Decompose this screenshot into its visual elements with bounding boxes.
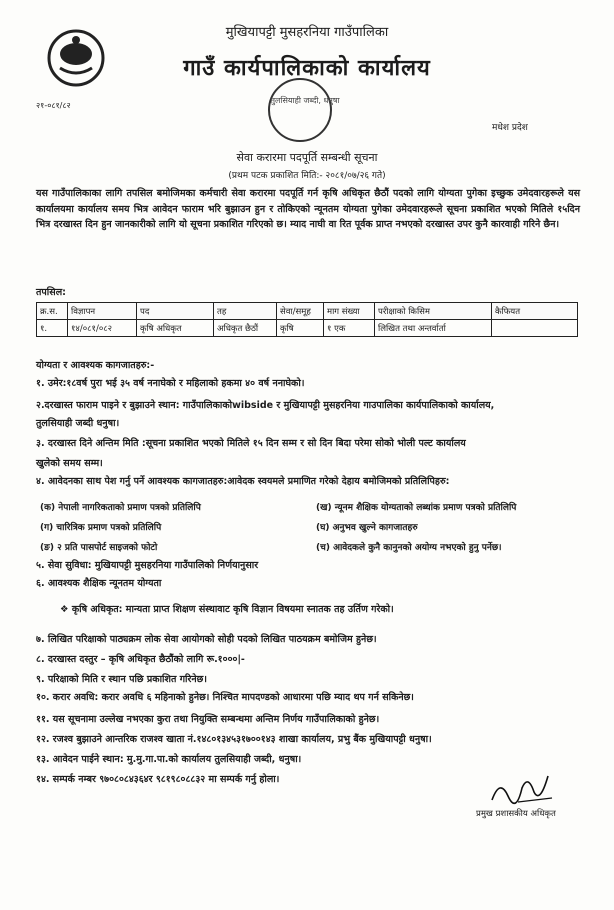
requirements-title: योग्यता र आवश्यक कागजातहरु:-	[36, 360, 155, 371]
table-header: माग संख्या	[324, 303, 375, 320]
requirement-item: ४. आवेदनका साथ पेश गर्नु पर्ने आवश्यक कागजातहरु:आवेदक स्वयमले प्रमाणित गरेको देहाय बमोजिमको प्रतिलिपिहरु:	[36, 476, 450, 487]
table-cell: लिखित तथा अन्तर्वार्ता	[375, 320, 492, 337]
table-header: सेवा/समूह	[277, 303, 324, 320]
office-name: गाउँ कार्यपालिकाको कार्यालय	[183, 56, 431, 81]
signatory-title: प्रमुख प्रशासकीय अधिकृत	[476, 809, 556, 819]
requirement-item: ६. आवश्यक शैक्षिक न्यूनतम योग्यता	[36, 578, 162, 589]
requirement-item: १२. रजश्व बुझाउने आन्तरिक राजश्व खाता नं.१४८०१३४५३१७००१४३ शाखा कार्यालय, प्रभु बैंक मुखियापट्टी धनुषा।	[36, 734, 432, 745]
table-header: तह	[214, 303, 277, 320]
requirement-item: ३. दरखास्त दिने अन्तिम मिति :सूचना प्रकाशित भएको मितिले १५ दिन सम्म र सो दिन बिदा परेमा सोको भोली पल्ट कार्यालय	[36, 438, 466, 449]
qualification-line: ❖ कृषि अधिकृत: मान्यता प्राप्त शिक्षण संस्थावाट कृषि विज्ञान विषयमा स्नातक तह उर्तिण गरेको।	[60, 604, 394, 615]
requirement-item: २.दरखास्त फाराम पाइने र बुझाउने स्थान: गाउँपालिकाकोwibside र मुखियापट्टी मुसहरनिया गाउपालिका कार्यपालिकाको कार्यालय,	[36, 400, 495, 411]
notice-subtitle: (प्रथम पटक प्रकाशित मिति:- २०८१/०७/२६ गते)	[228, 171, 386, 181]
vacancy-table	[36, 302, 578, 337]
details-label: तपसिल:	[36, 287, 66, 298]
document-item: (ग) चारित्रिक प्रमाण पत्रको प्रतिलिपि	[40, 523, 162, 533]
document-item: (ङ) २ प्रति पासपोर्ट साइजको फोटो	[40, 543, 158, 553]
province-label: मधेश प्रदेश	[492, 123, 528, 133]
stamp-text: तुलसियाही जब्दी, धनुषा	[270, 96, 340, 105]
requirement-item: ८. दरखास्त दस्तुर – कृषि अधिकृत छैठौंको लागि रू.१०००|-	[36, 654, 245, 665]
table-header: परीक्षाको किसिम	[375, 303, 492, 320]
requirement-item: खुलेको समय सम्म।	[36, 458, 103, 469]
requirement-item: १०. करार अवधि: करार अवधि ६ महिनाको हुनेछ। निश्चित मापदण्डको आधारमा पछि म्याद थप गर्न सकिनेछ।	[36, 692, 414, 703]
table-header: विज्ञापन	[68, 303, 137, 320]
requirement-item: ५. सेवा सुविधा: मुखियापट्टी मुसहरनिया गाउँपालिको निर्णयानुसार	[36, 560, 259, 571]
requirement-item: १. उमेर:१८वर्ष पुरा भई ३५ वर्ष ननाघेको र महिलाको हकमा ४० वर्ष ननाघेको।	[36, 378, 305, 389]
table-cell: १.	[37, 320, 68, 337]
table-header: पद	[137, 303, 214, 320]
table-header: क्र.स.	[37, 303, 68, 320]
table-cell: १४/०८१/०८२	[68, 320, 137, 337]
table-row	[37, 320, 578, 337]
document-item: (क) नेपाली नागरिकताको प्रमाण पत्रको प्रतिलिपि	[40, 503, 201, 513]
signature	[488, 770, 558, 806]
office-stamp	[268, 78, 332, 142]
document-item: (ख) न्यूनम शैक्षिक योग्यताको लब्धांक प्रमाण पत्रको प्रतिलिपि	[316, 503, 517, 513]
reference-number: २१-०८१/८२	[36, 101, 71, 110]
table-header-row	[37, 303, 578, 320]
requirement-item: ९. परिक्षाको मिति र स्थान पछि प्रकाशित गरिनेछ।	[36, 674, 207, 685]
notice-title: सेवा करारमा पदपूर्ति सम्बन्धी सूचना	[236, 151, 378, 164]
table-header: कैफियत	[492, 303, 578, 320]
requirement-item: ११. यस सूचनामा उल्लेख नभएका कुरा तथा नियुक्ति सम्बन्धमा अन्तिम निर्णय गाउँपालिकाको हुनेछ।	[36, 714, 380, 725]
requirement-item: ७. लिखित परिक्षाको पाठ्यक्रम लोक सेवा आयोगको सोही पदको लिखित पाठयक्रम बमोजिम हुनेछ।	[36, 634, 377, 645]
table-cell: कृषि	[277, 320, 324, 337]
table-cell: अधिकृत छैठौं	[214, 320, 277, 337]
notice-body: यस गाउँपालिकाका लागि तपसिल बमोजिमका कर्मचारी सेवा करारमा पदपूर्ति गर्न कृषि अधिकृत छैठौं पदको लागि योग्यता पुगेका इच्छुक उमेदवारहरूले यस कार्यालयमा कार्यालय समय भित्र आवेदन फाराम भरि बुझाउन हुन र तोकिएको न्यूनतम योग्यता पुगेका उमेदवारहरूले सूचना प्रकाशित भएको मितिले १५दिन भित्र दरखास्त दिन हुन जानकारीको लागि यो सूचना प्रकाशित गरिएको छ। म्याद नाघी वा रित पूर्वक प्राप्त नभएको दरखास्त उपर कुनै कारवाही गरिने छैन।	[36, 188, 580, 230]
table-cell: कृषि अधिकृत	[137, 320, 214, 337]
requirement-item: १३. आवेदन पाईने स्थान: मु.मु.गा.पा.को कार्यालय तुलसियाही जब्दी, धनुषा।	[36, 754, 302, 765]
requirement-item: तुलसियाही जब्दी धनुषा।	[36, 418, 120, 429]
requirement-item: १४. सम्पर्क नम्बर ९७०८०८४३६४र ९८१९८०८८३२ मा सम्पर्क गर्नु होला।	[36, 774, 280, 785]
document-item: (घ) अनुभव खुल्ने कागजातहरु	[316, 523, 418, 533]
table-cell	[492, 320, 578, 337]
document-item: (च) आवेदकले कुनै कानुनको अयोग्य नभएको हुनु पर्नेछ।	[316, 543, 502, 553]
table-cell: १ एक	[324, 320, 375, 337]
municipality-name: मुखियापट्टी मुसहरनिया गाउँपालिका	[225, 25, 389, 40]
